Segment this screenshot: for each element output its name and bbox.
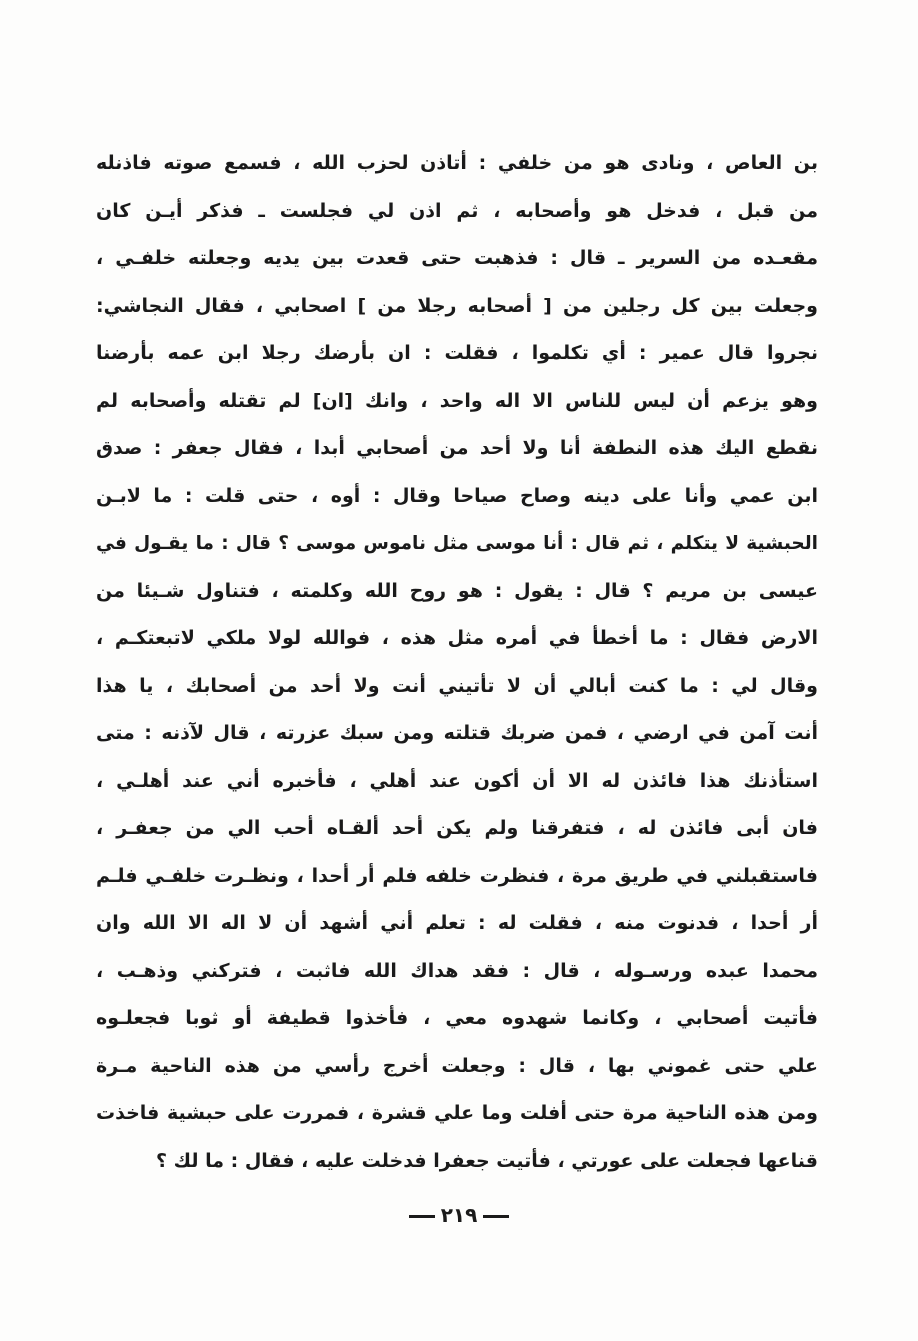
text-line: محمدا عبده ورسـوله ، قال : فقد هداك الله فاثبت ، فتركني وذهـب ،: [96, 959, 818, 982]
text-line: نجروا قال عمير : أي تكلموا ، فقلت : ان بأرضك رجلا ابن عمه بأرضنا: [96, 342, 818, 364]
page-number-dash: [409, 1215, 435, 1218]
text-line: فأتيت أصحابي ، وكانما شهدوه معي ، فأخذوا قطيفة أو ثوبا فجعلـوه: [96, 1007, 818, 1029]
text-line: فان أبى فائذن له ، فتفرقنا ولم يكن أحد ألقـاه أحب الي من جعفـر ،: [96, 817, 818, 839]
text-line: نقطع اليك هذه النطفة أنا ولا أحد من أصحابي أبدا ، فقال جعفر : صدق: [96, 437, 818, 459]
body-text: [96, 140, 818, 1185]
text-line: مقعـده من السرير ـ قال : فذهبت حتى قعدت بين يديه وجعلته خلفـي ،: [96, 247, 818, 269]
text-line: وجعلت بين كل رجلين من [ أصحابه رجلا من ] اصحابي ، فقال النجاشي:: [96, 294, 818, 317]
text-line: وقال لي : ما كنت أبالي أن لا تأتيني أنت ولا أحد من أصحابك ، يا هذا: [96, 674, 818, 697]
text-line: عيسى بن مريم ؟ قال : يقول : هو روح الله وكلمته ، فتناول شـيئا من: [96, 579, 818, 602]
text-line: ابن عمي وأنا على دينه وصاح صياحا وقال : أوه ، حتى قلت : ما لابـن: [96, 484, 818, 507]
text-line: فاستقبلني في طريق مرة ، فنظرت خلفه فلم أر أحدا ، ونظـرت خلفـي فلـم: [96, 864, 818, 887]
text-line: علي حتى غموني بها ، قال : وجعلت أخرج رأسي من هذه الناحية مـرة: [96, 1054, 818, 1077]
page-number-dash: [483, 1215, 509, 1218]
text-line: أنت آمن في ارضي ، فمن ضربك قتلته ومن سبك عزرته ، قال لآذنه : متى: [96, 722, 818, 744]
text-line: وهو يزعم أن ليس للناس الا اله واحد ، وانك [ان] لم تقتله وأصحابه لم: [96, 389, 818, 412]
text-line: الحبشية لا يتكلم ، ثم قال : أنا موسى مثل ناموس موسى ؟ قال : ما يقـول في: [96, 533, 818, 554]
page-number-value: ٢١٩: [440, 1203, 478, 1227]
text-line: من قبل ، فدخل هو وأصحابه ، ثم اذن لي فجلست ـ فذكر أيـن كان: [96, 199, 818, 222]
text-line: الارض فقال : ما أخطأ في أمره مثل هذه ، فوالله لولا ملكي لاتبعتكـم ،: [96, 627, 818, 649]
text-line: أر أحدا ، فدنوت منه ، فقلت له : تعلم أني أشهد أن لا اله الا الله وان: [96, 912, 818, 934]
page-number: [0, 1203, 918, 1227]
text-line: ومن هذه الناحية مرة حتى أفلت وما علي قشرة ، فمررت على حبشية فاخذت: [96, 1102, 818, 1124]
text-line: قناعها فجعلت على عورتي ، فأتيت جعفرا فدخلت عليه ، فقال : ما لك ؟: [156, 1149, 818, 1172]
text-line: بن العاص ، ونادى هو من خلفي : أتاذن لحزب الله ، فسمع صوته فاذنله: [96, 152, 818, 174]
text-line: استأذنك هذا فائذن له الا أن أكون عند أهلي ، فأخبره أني عند أهلـي ،: [96, 769, 818, 792]
